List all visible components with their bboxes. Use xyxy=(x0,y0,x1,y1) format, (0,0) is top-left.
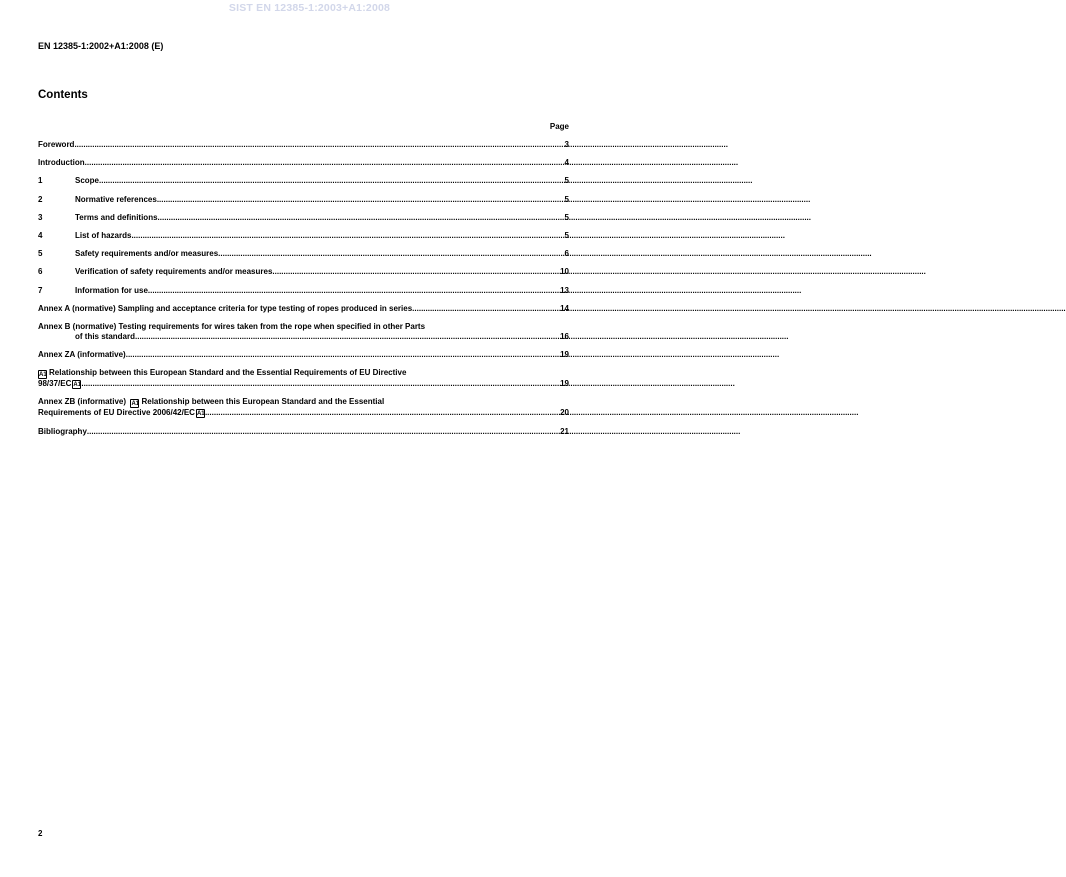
dot-leader xyxy=(126,350,560,360)
toc-entry-number: 5 xyxy=(38,249,43,259)
toc-entry-number: 7 xyxy=(38,285,43,295)
toc-entry-bibliography[interactable] xyxy=(38,427,569,437)
toc-entry-normative-references[interactable] xyxy=(38,195,569,205)
toc-entry-number: 1 xyxy=(38,176,43,186)
toc-entry-page: 21 xyxy=(560,426,569,436)
toc-entry-page: 5 xyxy=(564,212,569,222)
dot-leader xyxy=(148,286,560,296)
toc-entry-title-line2: of this standard xyxy=(75,331,136,341)
toc-entry-title: Introduction xyxy=(38,158,85,168)
toc-entry-list-of-hazards[interactable] xyxy=(38,231,569,241)
toc-entry-safety-requirements[interactable] xyxy=(38,249,569,259)
dot-leader xyxy=(81,379,560,389)
toc-entry-title-line1b: Relationship between this European Standard and the Essential xyxy=(141,397,385,407)
toc-entry-page: 3 xyxy=(564,140,569,149)
toc-entry-title: Verification of safety requirements and/or measures xyxy=(75,267,273,277)
watermark-text: SIST EN 12385-1:2003+A1:2008 xyxy=(228,2,391,14)
toc-entry-title-line1: Annex B (normative) Testing requirements for wires taken from the rope when specified in other Parts xyxy=(38,321,426,331)
toc-entry-za-relationship[interactable] xyxy=(38,368,569,389)
toc-entry-number: 4 xyxy=(38,230,43,240)
toc-entry-page: 13 xyxy=(560,285,569,295)
dot-leader xyxy=(85,158,565,168)
toc-entry-title: List of hazards xyxy=(75,230,132,240)
toc-entry-page: 16 xyxy=(560,331,569,341)
toc-entry-page: 19 xyxy=(560,350,569,360)
dot-leader xyxy=(157,195,565,205)
amendment-end-icon: A1 xyxy=(73,382,82,389)
table-of-contents xyxy=(38,140,569,445)
toc-entry-title: Normative references xyxy=(75,194,157,204)
toc-entry-verification[interactable] xyxy=(38,267,569,277)
dot-leader xyxy=(131,231,564,241)
toc-entry-page: 19 xyxy=(560,379,569,389)
page-number: 2 xyxy=(38,829,43,838)
toc-entry-title-line1: Relationship between this European Standard and the Essential Requirements of EU Directive xyxy=(49,368,407,378)
dot-leader xyxy=(158,213,565,223)
contents-heading: Contents xyxy=(38,89,88,101)
toc-entry-page: 5 xyxy=(564,194,569,204)
toc-entry-annex-zb[interactable] xyxy=(38,397,569,418)
amendment-end-icon: A1 xyxy=(196,411,205,418)
dot-leader xyxy=(205,408,560,418)
toc-entry-page: 14 xyxy=(560,303,569,313)
toc-entry-title: Foreword xyxy=(38,140,75,149)
toc-entry-annex-za[interactable] xyxy=(38,350,569,360)
toc-entry-title-line2: Requirements of EU Directive 2006/42/EC xyxy=(38,408,195,418)
toc-entry-title: Safety requirements and/or measures xyxy=(75,249,219,259)
amendment-start-icon: A1 xyxy=(131,401,140,408)
toc-entry-page: 5 xyxy=(564,176,569,186)
dot-leader xyxy=(135,332,560,342)
toc-entry-introduction[interactable] xyxy=(38,158,569,168)
toc-entry-number: 2 xyxy=(38,194,43,204)
toc-entry-annex-b[interactable] xyxy=(38,322,569,342)
toc-entry-page: 5 xyxy=(564,230,569,240)
dot-leader xyxy=(99,176,565,186)
toc-entry-scope[interactable] xyxy=(38,176,569,186)
toc-entry-title: Information for use xyxy=(75,285,148,295)
toc-entry-annex-a[interactable] xyxy=(38,304,569,314)
toc-entry-page: 6 xyxy=(564,249,569,259)
toc-entry-title: Terms and definitions xyxy=(75,212,158,222)
toc-entry-title-line1a: Annex ZB (informative) xyxy=(38,397,127,407)
toc-entry-terms-and-definitions[interactable] xyxy=(38,213,569,223)
toc-entry-title: Annex ZA (informative) xyxy=(38,350,126,360)
toc-entry-information-for-use[interactable] xyxy=(38,286,569,296)
dot-leader xyxy=(87,427,560,437)
toc-entry-number: 6 xyxy=(38,267,43,277)
toc-entry-page: 10 xyxy=(560,267,569,277)
toc-entry-number: 3 xyxy=(38,212,43,222)
dot-leader xyxy=(218,249,564,259)
toc-entry-page: 20 xyxy=(560,408,569,418)
toc-entry-title: Scope xyxy=(75,176,100,186)
toc-entry-title: Bibliography xyxy=(38,426,87,436)
toc-entry-foreword[interactable] xyxy=(38,140,569,150)
toc-entry-title: Annex A (normative) Sampling and acceptance criteria for type testing of ropes produced in series xyxy=(38,303,413,313)
dot-leader xyxy=(74,140,564,150)
page-column-label: Page xyxy=(549,122,569,131)
toc-entry-page: 4 xyxy=(564,158,569,168)
amendment-start-icon: A1 xyxy=(39,372,47,379)
toc-entry-title-line2: 98/37/EC xyxy=(38,379,72,389)
document-id: EN 12385-1:2002+A1:2008 (E) xyxy=(38,41,164,51)
dot-leader xyxy=(272,267,560,277)
dot-leader xyxy=(412,304,560,314)
